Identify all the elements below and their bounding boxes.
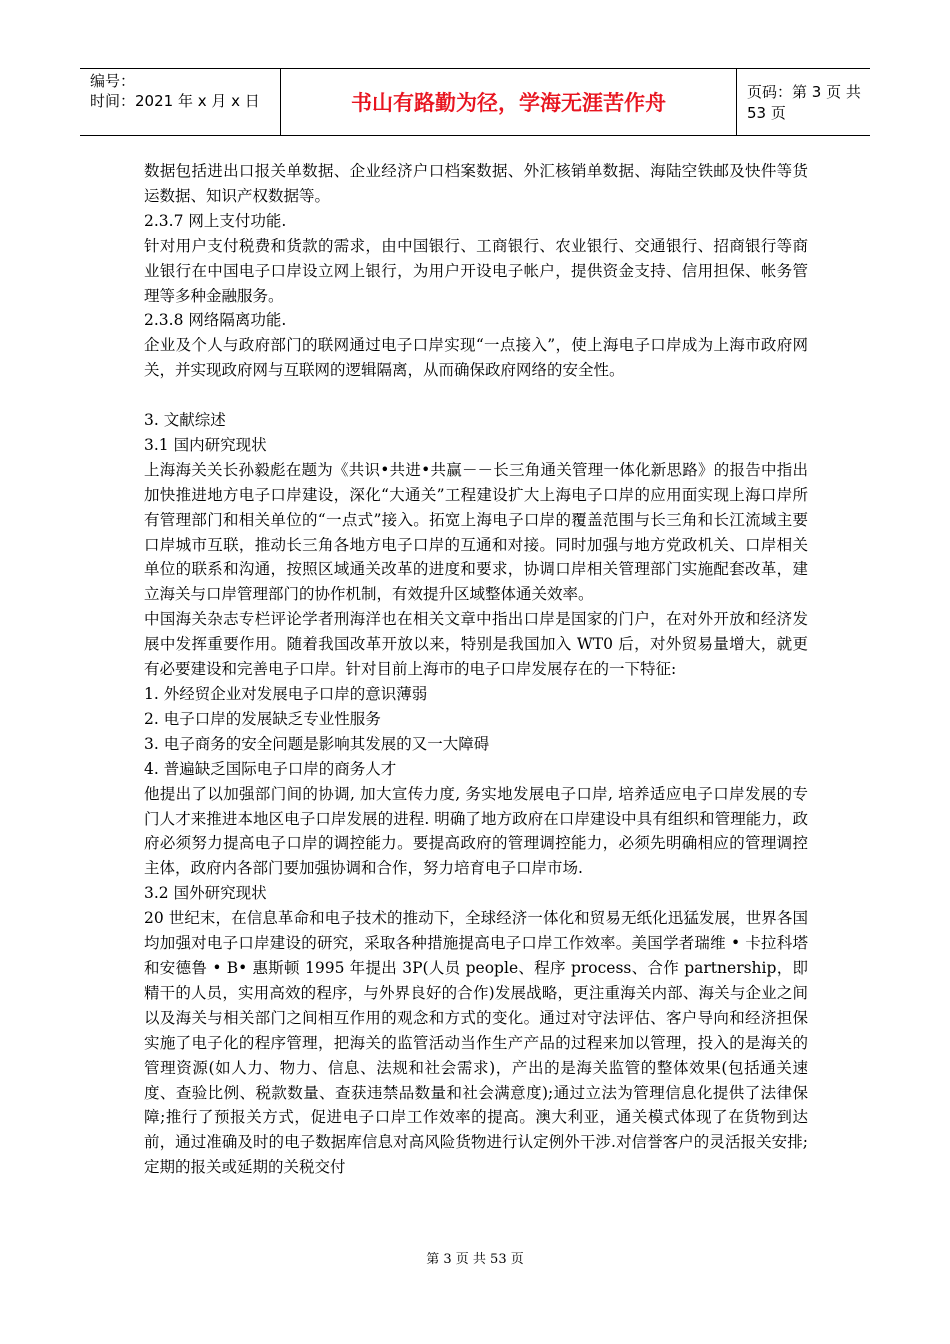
header-date-label: 时间：2021 年 x 月 x 日 [90,92,260,110]
list-item-1: 1. 外经贸企业对发展电子口岸的意识薄弱 [144,685,428,704]
document-body [144,159,808,1180]
header-info [80,69,280,135]
list-item-2: 2. 电子口岸的发展缺乏专业性服务 [144,709,381,728]
paragraph-network-isolation: 企业及个人与政府部门的联网通过电子口岸实现“一点接入”，使上海电子口岸成为上海市政府网关，并实现政府网与互联网的逻辑隔离，从而确保政府网络的安全性。 [144,336,808,380]
heading-2-3-8: 2.3.8 网络隔离功能. [144,311,287,330]
paragraph-shanghai-customs: 上海海关关长孙毅彪在题为《共识•共进•共赢－－长三角通关管理一体化新思路》的报告中指出加快推进地方电子口岸建设，深化“大通关”工程建设扩大上海电子口岸的应用面实现上海口岸所有管理部门和相关单位的“一点式”接入。拓宽上海电子口岸的覆盖范围与长三角和长江流域主要口岸城市互联，推动长三角各地方电子口岸的互通和对接。同时加强与地方党政机关、口岸相关单位的联系和沟通，按照区域通关改革的进度和要求，协调口岸相关管理部门实施配套改革，建立海关与口岸管理部门的协作机制，有效提升区域整体通关效率。 [144,460,808,604]
list-item-3: 3. 电子商务的安全问题是影响其发展的又一大障碍 [144,734,490,753]
paragraph-foreign-research: 20 世纪末，在信息革命和电子技术的推动下，全球经济一体化和贸易无纸化迅猛发展，世界各国均加强对电子口岸建设的研究，采取各种措施提高电子口岸工作效率。美国学者瑞维 • 卡拉科塔和安德鲁 • B• 惠斯顿 1995 年提出 3P(人员 people、程序 process、合作 partnership，即精干的人员，实用高效的程序，与外界良好的合作)发展战略，更注重海关内部、海关与企业之间以及海关与相关部门之间相互作用的观念和方式的变化。通过对守法评估、客户导向和经济担保实施了电子化的程序管理，把海关的监管活动当作生产产品的过程来加以管理，投入的是海关的管理资源(如人力、物力、信息、法规和社会需求)，产出的是海关监管的整体效果(包括通关速度、查验比例、税款数量、查获违禁品数量和社会满意度);通过立法为管理信息化提供了法律保障;推行了预报关方式，促进电子口岸工作效率的提高。澳大利亚，通关模式体现了在货物到达前，通过准确及时的电子数据库信息对高风险货物进行认定例外干涉.对信誉客户的灵活报关安排;定期的报关或延期的关税交付 [144,909,808,1177]
paragraph-online-payment: 针对用户支付税费和货款的需求，由中国银行、工商银行、农业银行、交通银行、招商银行等商业银行在中国电子口岸设立网上银行，为用户开设电子帐户，提供资金支持、信用担保、帐务管理等多种金融服务。 [144,236,808,305]
header-number-label: 编号： [90,72,136,90]
paragraph-china-customs-magazine: 中国海关杂志专栏评论学者刑海洋也在相关文章中指出口岸是国家的门户，在对外开放和经济发展中发挥重要作用。随着我国改革开放以来，特别是我国加入 WT0 后，对外贸易量增大，就更有必要建设和完善电子口岸。针对目前上海市的电子口岸发展存在的一下特征: [144,610,808,679]
paragraph-data-scope: 数据包括进出口报关单数据、企业经济户口档案数据、外汇核销单数据、海陆空铁邮及快件等货运数据、知识产权数据等。 [144,162,808,205]
header-page-label: 页码：第 3 页 共 53 页 [747,83,861,122]
header-motto: 书山有路勤为径，学海无涯苦作舟 [280,69,737,135]
heading-2-3-7: 2.3.7 网上支付功能. [144,211,287,230]
paragraph-proposals: 他提出了以加强部门间的协调, 加大宣传力度, 务实地发展电子口岸, 培养适应电子口岸发展的专门人才来推进本地区电子口岸发展的进程. 明确了地方政府在口岸建设中具有组织和管理能力，政府必须努力提高电子口岸的调控能力。要提高政府的管理调控能力，必须先明确相应的管理调控主体，政府内各部门要加强协调和合作，努力培育电子口岸市场. [144,784,808,878]
blank-line [144,383,808,408]
heading-3: 3. 文献综述 [144,411,226,430]
page-footer: 第 3 页 共 53 页 [426,1252,524,1267]
heading-3-1: 3.1 国内研究现状 [144,435,267,454]
page-header [80,68,870,136]
heading-3-2: 3.2 国外研究现状 [144,884,267,903]
list-item-4: 4. 普遍缺乏国际电子口岸的商务人才 [144,759,397,778]
